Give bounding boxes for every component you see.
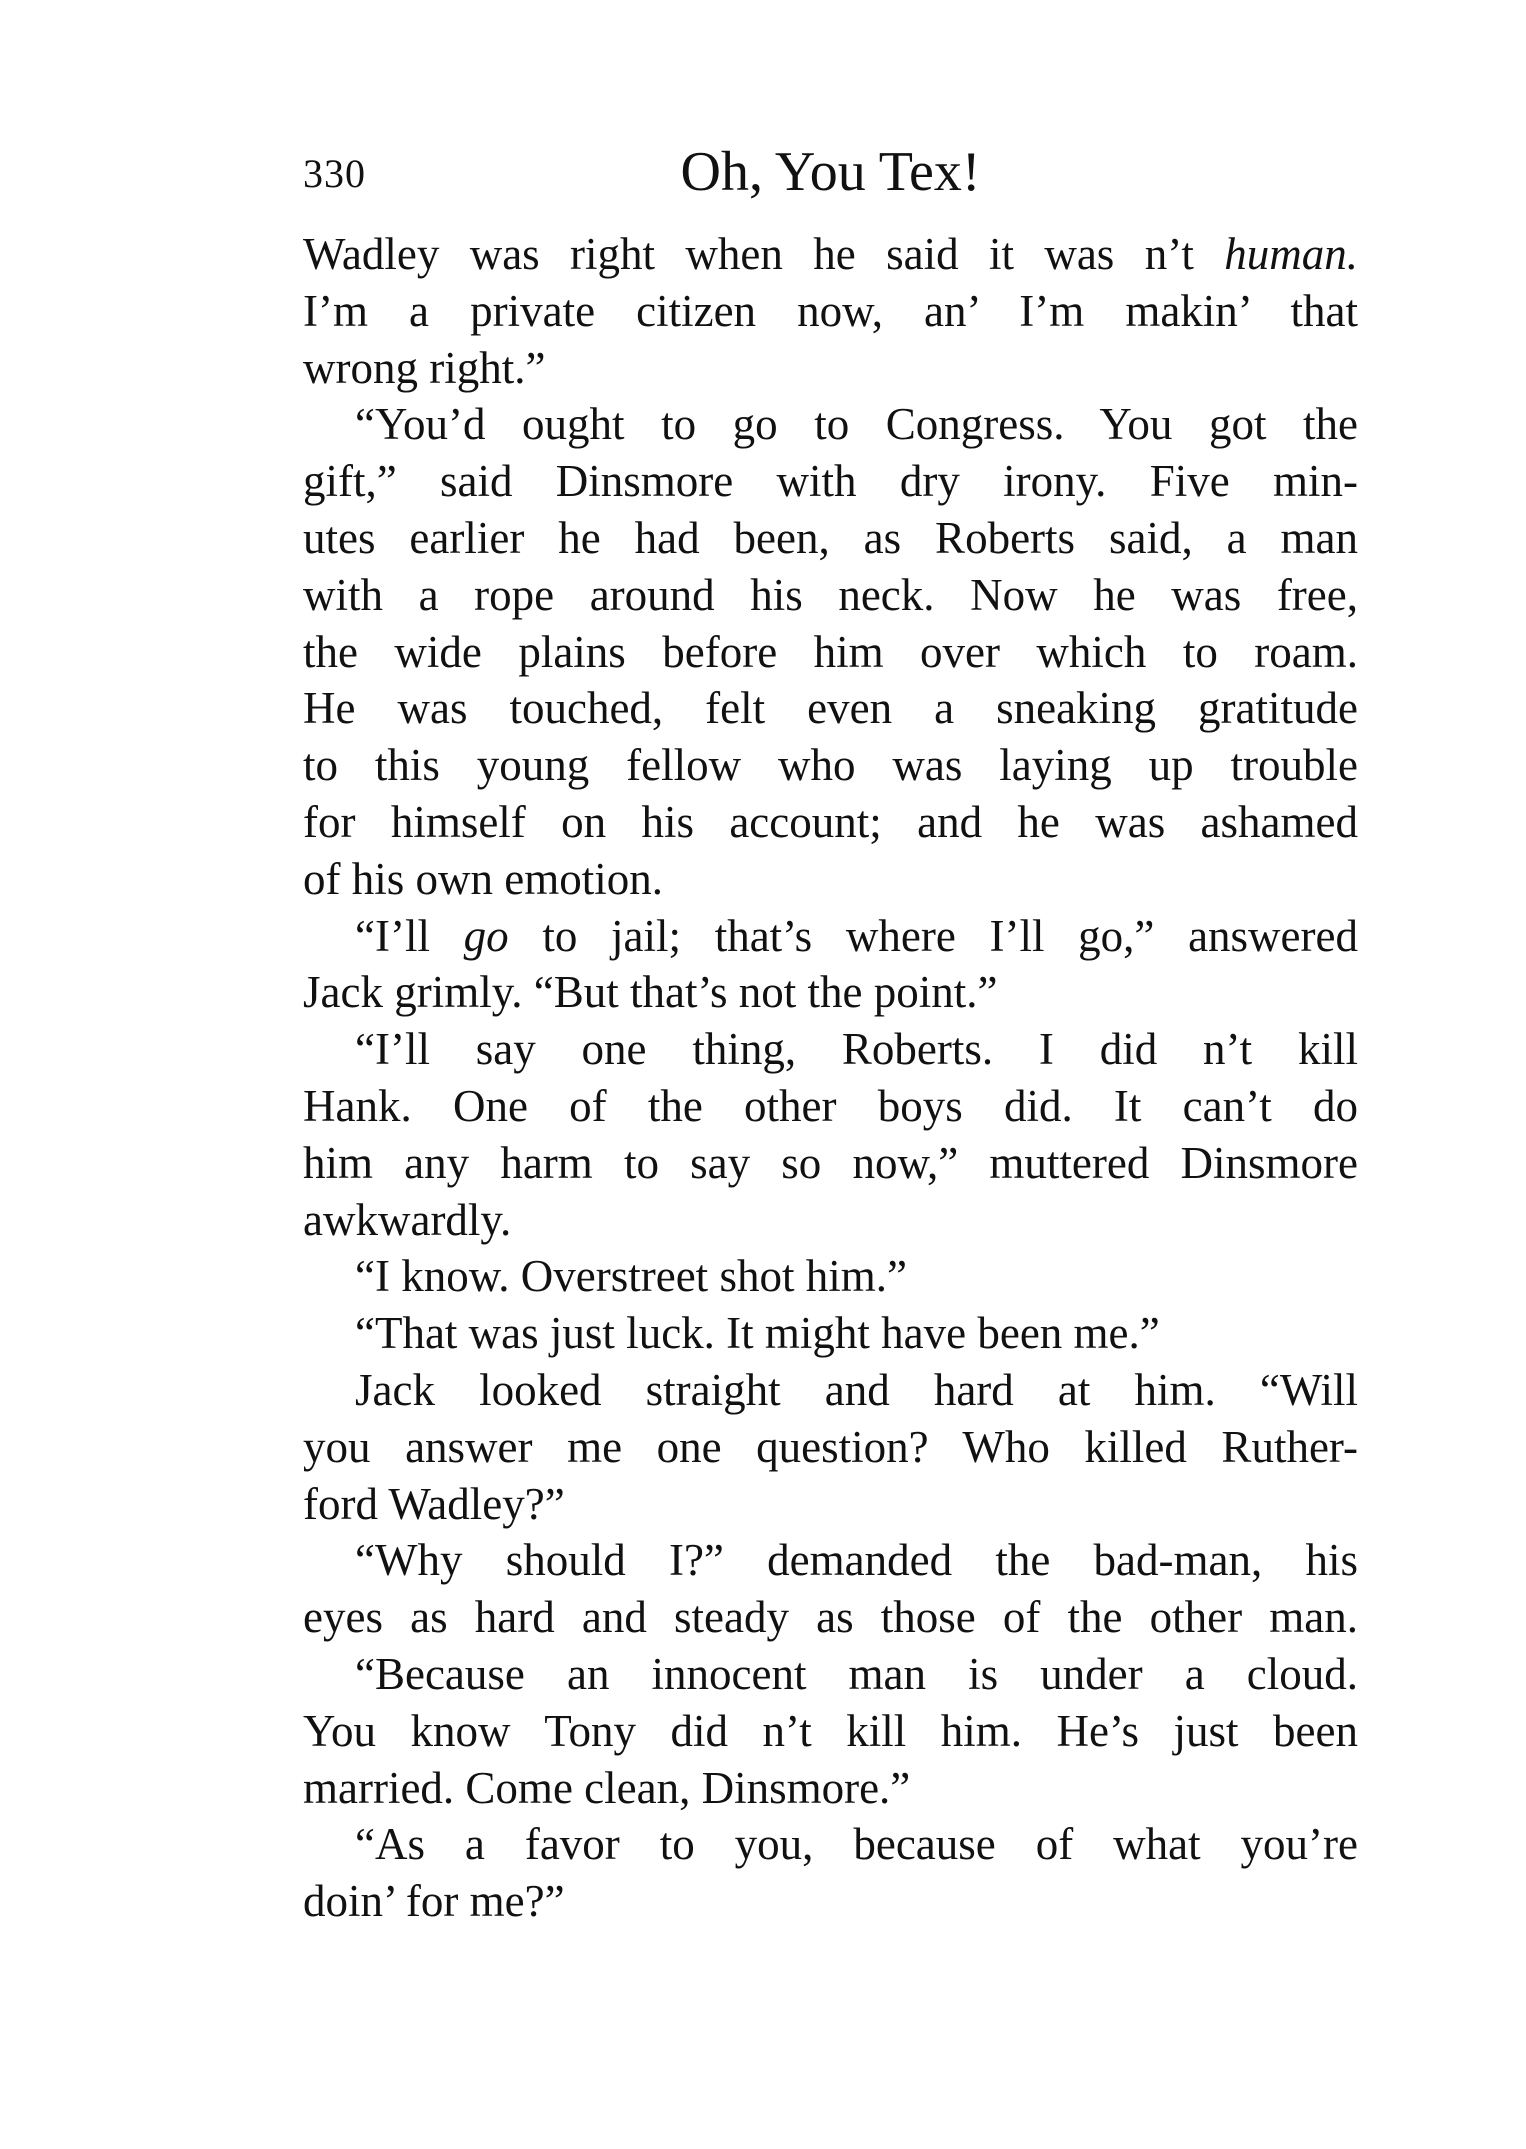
text-line: eyes as hard and steady as those of the other man. <box>303 1592 1358 1643</box>
text-line: for himself on his account; and he was ashamed <box>303 796 1358 847</box>
text-line: doin’ for me?” <box>303 1876 565 1927</box>
body-text <box>303 226 1358 1930</box>
text-line: “You’d ought to go to Congress. You got the <box>355 399 1358 450</box>
text-line: Jack grimly. “But that’s not the point.” <box>303 967 998 1018</box>
text-line: wrong right.” <box>303 342 546 393</box>
text-line: married. Come clean, Dinsmore.” <box>303 1762 911 1813</box>
text-line: Wadley was right when he said it was n’t human. <box>303 229 1358 279</box>
text-line: of his own emotion. <box>303 853 663 904</box>
text-line: utes earlier he had been, as Roberts said, a man <box>303 512 1358 563</box>
text-line: I’m a private citizen now, an’ I’m makin’ that <box>303 285 1358 336</box>
text-line: Hank. One of the other boys did. It can’t do <box>303 1080 1358 1131</box>
text-line: “Because an innocent man is under a cloud. <box>355 1648 1358 1699</box>
text-line: “Why should I?” demanded the bad-man, his <box>355 1535 1358 1586</box>
text-line: awkwardly. <box>303 1194 512 1245</box>
text-line: ford Wadley?” <box>303 1478 565 1529</box>
text-line: “That was just luck. It might have been me.” <box>355 1308 1160 1359</box>
text-line: him any harm to say so now,” muttered Dinsmore <box>303 1137 1358 1188</box>
text-line: to this young fellow who was laying up trouble <box>303 740 1358 791</box>
text-line: gift,” said Dinsmore with dry irony. Five min- <box>303 456 1358 507</box>
text-line: you answer me one question? Who killed Ruther- <box>303 1421 1358 1472</box>
text-line: He was touched, felt even a sneaking gratitude <box>303 683 1358 734</box>
text-line: “I’ll say one thing, Roberts. I did n’t kill <box>355 1024 1358 1075</box>
text-line: with a rope around his neck. Now he was free, <box>303 569 1358 620</box>
page-number: 330 <box>303 151 366 196</box>
page-header <box>303 140 1358 210</box>
text-line: You know Tony did n’t kill him. He’s just been <box>303 1705 1358 1756</box>
text-line: “As a favor to you, because of what you’re <box>355 1819 1358 1870</box>
text-line: “I know. Overstreet shot him.” <box>355 1251 907 1302</box>
text-line: Jack looked straight and hard at him. “Will <box>355 1364 1358 1415</box>
running-title: Oh, You Tex! <box>680 141 981 203</box>
text-line: “I’ll go to jail; that’s where I’ll go,” answered <box>355 910 1358 961</box>
text-line: the wide plains before him over which to roam. <box>303 626 1358 677</box>
